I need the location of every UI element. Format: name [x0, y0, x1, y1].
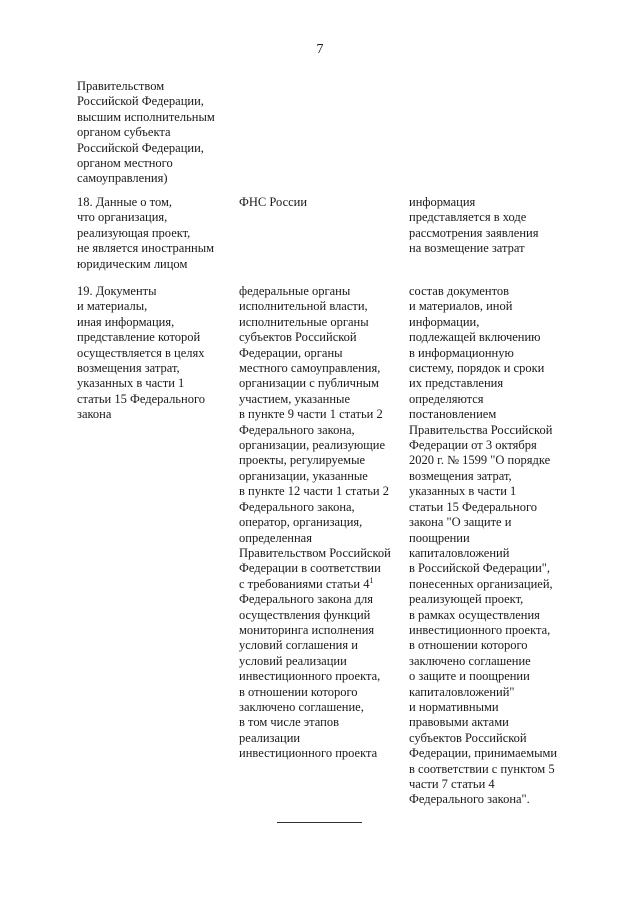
- text-line: Федерального закона".: [409, 792, 530, 807]
- text-line: в информационную: [409, 345, 514, 360]
- text-line: заключено соглашение: [409, 653, 531, 668]
- text-line: поощрении: [409, 530, 470, 545]
- text-line: состав документов: [409, 284, 510, 298]
- text-line: организации с публичным: [239, 376, 379, 391]
- text-line: подлежащей включению: [409, 330, 541, 345]
- text-line: мониторинга исполнения: [239, 622, 375, 637]
- text-line: и материалы,: [77, 299, 148, 314]
- text-line: федеральные органы: [239, 284, 351, 298]
- text-line: капиталовложений": [409, 684, 515, 699]
- text-line: участием, указанные: [239, 391, 350, 406]
- text-line: ФНС России: [239, 195, 308, 209]
- text-line: на возмещение затрат: [409, 241, 525, 256]
- text-line: правовыми актами: [409, 715, 509, 730]
- text-line: в пункте 12 части 1 статьи 2: [239, 484, 389, 499]
- text-line: осуществляется в целях: [77, 345, 205, 360]
- text-line: информация: [409, 195, 476, 209]
- text-line: 2020 г. № 1599 "О порядке: [409, 453, 551, 468]
- text-line: в рамках осуществления: [409, 607, 540, 622]
- text-line: не является иностранным: [77, 241, 215, 256]
- text-line: высшим исполнительным: [77, 109, 215, 124]
- text-line: 18. Данные о том,: [77, 195, 172, 209]
- text-line: в отношении которого: [239, 684, 358, 699]
- text-line: Правительства Российской: [409, 422, 553, 437]
- text-line: определенная: [239, 530, 312, 545]
- text-line: инвестиционного проекта: [239, 746, 378, 761]
- text-line: инвестиционного проекта,: [409, 622, 551, 637]
- text-line: в отношении которого: [409, 638, 528, 653]
- row19-providers: [239, 284, 399, 762]
- text-line: условий реализации: [239, 653, 347, 668]
- row-prev-col1: [77, 79, 227, 187]
- row18-item: [77, 195, 227, 272]
- text-line: организации, реализующие: [239, 438, 386, 453]
- text-line: органом субъекта: [77, 125, 171, 140]
- text-line: и нормативными: [409, 699, 499, 714]
- text-line: возмещения затрат,: [409, 468, 512, 483]
- text-line: понесенных организацией,: [409, 576, 553, 591]
- text-line: информации,: [409, 314, 480, 329]
- text-line: Российской Федерации,: [77, 140, 204, 155]
- text-line: Правительством Российской: [239, 545, 391, 560]
- row19-item: [77, 284, 227, 423]
- text-line: о защите и поощрении: [409, 669, 530, 684]
- text-line: определяются: [409, 391, 484, 406]
- text-line: осуществления функций: [239, 607, 371, 622]
- text-line: в том числе этапов: [239, 715, 340, 730]
- text-line: Федерации, органы: [239, 345, 343, 360]
- footnote-separator: [277, 822, 362, 823]
- text-line: самоуправления): [77, 171, 168, 186]
- text-line: инвестиционного проекта,: [239, 669, 381, 684]
- text-line: Федерального закона,: [239, 499, 355, 514]
- text-line: юридическим лицом: [77, 256, 188, 271]
- text-line: Федерации, принимаемыми: [409, 746, 558, 761]
- text-line: реализующая проект,: [77, 225, 191, 240]
- page-number: 7: [316, 42, 324, 57]
- text-line: закона "О защите и: [409, 515, 512, 530]
- text-line: систему, порядок и сроки: [409, 361, 545, 376]
- text-line: исполнительной власти,: [239, 299, 368, 314]
- text-line: исполнительные органы: [239, 314, 369, 329]
- text-line: иная информация,: [77, 314, 175, 329]
- text-line: Правительством: [77, 79, 165, 93]
- text-line: представляется в ходе: [409, 210, 527, 225]
- text-line: реализации: [239, 730, 301, 745]
- text-line: в соответствии с пунктом 5: [409, 761, 555, 776]
- text-line: статьи 15 Федерального: [77, 391, 206, 406]
- text-line: органом местного: [77, 156, 173, 171]
- row19-procedure: [409, 284, 579, 808]
- text-line: статьи 15 Федерального: [409, 499, 538, 514]
- row18-procedure: [409, 195, 579, 257]
- text-line: постановлением: [409, 407, 497, 422]
- text-line: что организация,: [77, 210, 168, 225]
- text-line: проекты, регулируемые: [239, 453, 366, 468]
- text-line: Федерации от 3 октября: [409, 438, 537, 453]
- text-line: в Российской Федерации",: [409, 561, 551, 576]
- text-line: субъектов Российской: [409, 730, 527, 745]
- text-line: местного самоуправления,: [239, 361, 381, 376]
- text-line: указанных в части 1: [77, 376, 185, 391]
- text-line: представление которой: [77, 330, 201, 345]
- text-line: рассмотрения заявления: [409, 225, 539, 240]
- text-line: их представления: [409, 376, 504, 391]
- text-line: капиталовложений: [409, 545, 510, 560]
- text-line: реализующей проект,: [409, 592, 524, 607]
- text-line-with-footnote: [239, 577, 399, 592]
- footnote-marker: 1: [369, 575, 374, 585]
- text-line: возмещения затрат,: [77, 361, 180, 376]
- text-line: Федерального закона,: [239, 422, 355, 437]
- text-line: условий соглашения и: [239, 638, 358, 653]
- text-line: субъектов Российской: [239, 330, 357, 345]
- text-line: Федерального закона для: [239, 592, 374, 607]
- text-line: Федерации в соответствии: [239, 561, 381, 576]
- text-line: части 7 статьи 4: [409, 777, 495, 791]
- text-line: заключено соглашение,: [239, 699, 364, 714]
- text-line: и материалов, иной: [409, 299, 513, 314]
- text-line: организации, указанные: [239, 468, 368, 483]
- text-line: 19. Документы: [77, 284, 157, 298]
- text-fragment: с требованиями статьи 4: [239, 576, 370, 591]
- text-line: в пункте 9 части 1 статьи 2: [239, 407, 383, 422]
- text-line: оператор, организация,: [239, 515, 363, 530]
- row18-provider: [239, 195, 399, 210]
- text-line: указанных в части 1: [409, 484, 517, 499]
- text-line: Российской Федерации,: [77, 94, 204, 109]
- text-line: закона: [77, 407, 112, 422]
